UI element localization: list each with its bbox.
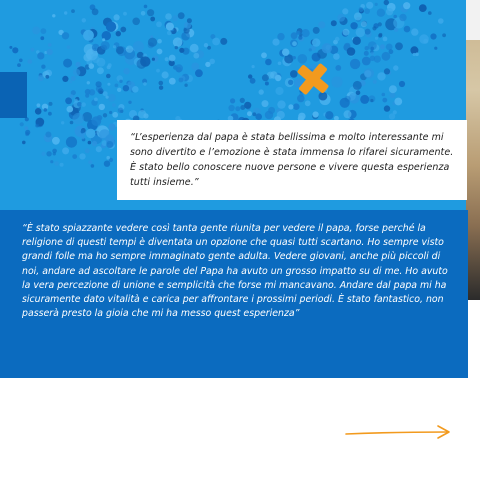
pattern-dot xyxy=(44,108,48,112)
pattern-dot xyxy=(108,94,116,102)
pattern-dot xyxy=(71,9,75,13)
pattern-dot xyxy=(364,8,370,14)
pattern-dot xyxy=(259,89,264,94)
pattern-dot xyxy=(119,80,122,83)
pattern-dot xyxy=(48,112,52,116)
pattern-dot xyxy=(399,14,406,21)
pattern-dot xyxy=(40,36,44,40)
pattern-dot xyxy=(419,34,429,44)
pattern-dot xyxy=(112,103,116,107)
pattern-dot xyxy=(89,63,95,69)
pattern-dot xyxy=(106,156,110,160)
pattern-dot xyxy=(361,21,367,27)
pattern-dot xyxy=(354,12,362,20)
pattern-dot xyxy=(79,153,85,159)
pattern-dot xyxy=(133,41,144,52)
pattern-dot xyxy=(395,42,403,50)
pattern-dot xyxy=(32,26,40,34)
pattern-dot xyxy=(393,110,397,114)
pattern-dot xyxy=(434,47,437,50)
pattern-dot xyxy=(61,121,64,124)
pattern-dot xyxy=(235,106,240,111)
pattern-dot xyxy=(360,95,369,104)
pattern-dot xyxy=(169,55,176,62)
pattern-dot xyxy=(49,102,53,106)
pattern-dot xyxy=(305,100,311,106)
pattern-dot xyxy=(113,45,116,48)
pattern-dot xyxy=(344,110,352,118)
pattern-dot xyxy=(342,8,348,14)
pattern-dot xyxy=(107,65,111,69)
pattern-dot xyxy=(89,89,95,95)
pattern-dot xyxy=(175,46,178,49)
pattern-dot xyxy=(22,141,26,145)
pattern-dot xyxy=(31,48,35,52)
pattern-dot xyxy=(187,18,192,23)
pattern-dot xyxy=(389,49,394,54)
pattern-dot xyxy=(184,84,187,87)
arrow-right-icon[interactable] xyxy=(344,424,452,440)
pattern-dot xyxy=(350,22,357,29)
pattern-dot xyxy=(169,78,176,85)
pattern-dot xyxy=(24,126,28,130)
pattern-dot xyxy=(375,37,378,40)
pattern-dot xyxy=(340,98,350,108)
pattern-dot xyxy=(386,8,393,15)
pattern-dot xyxy=(45,75,49,79)
pattern-dot xyxy=(370,99,373,102)
pattern-dot xyxy=(99,91,102,94)
pattern-dot xyxy=(103,113,107,117)
pattern-dot xyxy=(377,9,385,17)
pattern-dot xyxy=(102,38,105,41)
pattern-dot xyxy=(393,15,397,19)
pattern-dot xyxy=(60,163,64,167)
pattern-dot xyxy=(144,5,148,9)
pattern-dot xyxy=(277,33,284,40)
pattern-dot xyxy=(240,98,245,103)
pattern-dot xyxy=(109,111,112,114)
pattern-dot xyxy=(325,111,333,119)
pattern-dot xyxy=(268,107,275,114)
pattern-dot xyxy=(97,67,104,74)
quote-box-first xyxy=(117,120,467,200)
pattern-dot xyxy=(104,161,110,167)
pattern-dot xyxy=(364,51,369,56)
pattern-dot xyxy=(86,129,96,139)
pattern-dot xyxy=(415,53,419,57)
pattern-dot xyxy=(277,100,285,108)
pattern-dot xyxy=(296,31,299,34)
pattern-dot xyxy=(120,27,126,33)
pattern-dot xyxy=(52,137,60,145)
pattern-dot xyxy=(350,59,360,69)
pattern-dot xyxy=(75,62,80,67)
pattern-dot xyxy=(384,68,390,74)
pattern-dot xyxy=(430,33,436,39)
pattern-dot xyxy=(52,149,57,154)
pattern-dot xyxy=(272,39,279,46)
pattern-dot xyxy=(132,18,140,26)
pattern-dot xyxy=(343,29,350,36)
pattern-dot xyxy=(88,160,92,164)
pattern-dot xyxy=(373,80,377,84)
pattern-dot xyxy=(380,44,385,49)
pattern-dot xyxy=(91,164,95,168)
pattern-dot xyxy=(81,136,85,140)
pattern-dot xyxy=(114,14,120,20)
pattern-dot xyxy=(178,12,185,19)
pattern-dot xyxy=(150,17,155,22)
pattern-dot xyxy=(82,18,86,22)
pattern-dot xyxy=(64,11,67,14)
pattern-dot xyxy=(393,65,398,70)
pattern-dot xyxy=(337,14,345,22)
pattern-dot xyxy=(88,141,92,145)
pattern-dot xyxy=(322,43,332,53)
pattern-dot xyxy=(255,113,262,120)
pattern-dot xyxy=(377,72,385,80)
pattern-dot xyxy=(175,64,183,72)
pattern-dot xyxy=(335,37,340,42)
pattern-dot xyxy=(92,141,97,146)
pattern-dot xyxy=(92,8,99,15)
pattern-dot xyxy=(17,63,21,67)
pattern-dot xyxy=(362,57,371,66)
pattern-dot xyxy=(378,34,382,38)
pattern-dot xyxy=(370,56,375,61)
pattern-dot xyxy=(159,86,163,90)
pattern-dot xyxy=(353,37,361,45)
pattern-dot xyxy=(126,46,133,53)
pattern-dot xyxy=(252,65,255,68)
pattern-dot xyxy=(41,65,45,69)
pattern-dot xyxy=(331,20,337,26)
pattern-dot xyxy=(372,26,376,30)
pattern-dot xyxy=(112,112,118,118)
pattern-dot xyxy=(115,84,119,88)
pattern-dot xyxy=(106,141,113,148)
pattern-dot xyxy=(288,104,293,109)
pattern-dot xyxy=(309,48,312,51)
pattern-dot xyxy=(333,53,340,60)
pattern-dot xyxy=(148,38,157,47)
pattern-dot xyxy=(375,3,378,6)
pattern-dot xyxy=(156,21,162,27)
pattern-dot xyxy=(371,47,375,51)
pattern-dot xyxy=(230,98,235,103)
pattern-dot xyxy=(292,41,297,46)
pattern-dot xyxy=(128,101,131,104)
pattern-dot xyxy=(62,76,68,82)
pattern-dot xyxy=(204,43,208,47)
pattern-dot xyxy=(359,7,364,12)
pattern-dot xyxy=(193,53,199,59)
side-accent-block xyxy=(0,72,27,118)
pattern-dot xyxy=(173,37,183,47)
pattern-dot xyxy=(72,113,84,125)
pattern-dot xyxy=(37,103,41,107)
pattern-dot xyxy=(404,26,411,33)
pattern-dot xyxy=(123,68,129,74)
pattern-dot xyxy=(282,49,289,56)
pattern-dot xyxy=(179,48,184,53)
pattern-dot xyxy=(419,4,427,12)
pattern-dot xyxy=(123,12,127,16)
pattern-dot xyxy=(172,15,178,21)
pattern-dot xyxy=(106,22,116,32)
pattern-dot xyxy=(366,2,373,9)
pattern-dot xyxy=(37,52,44,59)
pattern-dot xyxy=(244,102,251,109)
quote-first-text: “L’esperienza dal papa è stata bellissima e molto interessante mi sono divertito e l’emozione è stata immensa lo rifarei sicuramente. È stato bello conoscere nuove persone e vivere questa esperienza tutti insieme.” xyxy=(130,132,454,188)
pattern-dot xyxy=(116,31,121,36)
pattern-dot xyxy=(313,27,320,34)
pattern-dot xyxy=(438,18,444,24)
pattern-dot xyxy=(54,161,59,166)
pattern-dot xyxy=(261,52,267,58)
pattern-dot xyxy=(137,59,147,69)
pattern-dot xyxy=(41,28,47,34)
pattern-dot xyxy=(83,53,91,61)
pattern-dot xyxy=(71,76,76,81)
pattern-dot xyxy=(265,82,269,86)
pattern-dot xyxy=(252,112,256,116)
pattern-dot xyxy=(302,29,310,37)
pattern-dot xyxy=(384,0,389,5)
pattern-dot xyxy=(106,74,111,79)
pattern-dot xyxy=(195,69,203,77)
pattern-dot xyxy=(364,68,374,78)
pattern-dot xyxy=(81,130,84,133)
pattern-dot xyxy=(48,43,52,47)
pattern-dot xyxy=(270,71,278,79)
pattern-dot xyxy=(293,103,300,110)
pattern-dot xyxy=(399,81,405,87)
photo-strip xyxy=(466,0,480,300)
pattern-dot xyxy=(132,86,139,93)
pattern-dot xyxy=(353,81,362,90)
pattern-dot xyxy=(66,137,77,148)
pattern-dot xyxy=(96,58,105,67)
pattern-dot xyxy=(85,148,90,153)
pattern-dot xyxy=(356,90,361,95)
pattern-dot xyxy=(165,13,172,20)
pattern-dot xyxy=(162,71,169,78)
pattern-dot xyxy=(81,102,86,107)
pattern-dot xyxy=(141,11,146,16)
photo-strip-sky xyxy=(466,0,480,40)
pattern-dot xyxy=(159,81,164,86)
pattern-dot xyxy=(382,93,386,97)
pattern-dot xyxy=(262,74,269,81)
pattern-dot xyxy=(138,110,146,118)
pattern-dot xyxy=(275,87,283,95)
pattern-dot xyxy=(63,59,72,68)
pattern-dot xyxy=(312,38,320,46)
pattern-dot xyxy=(67,45,71,49)
pattern-dot xyxy=(278,62,282,66)
pattern-dot xyxy=(442,33,446,37)
pattern-dot xyxy=(96,81,102,87)
pattern-dot xyxy=(65,97,72,104)
pattern-dot xyxy=(228,105,234,111)
pattern-dot xyxy=(99,104,105,110)
pattern-dot xyxy=(143,82,147,86)
pattern-dot xyxy=(167,31,172,36)
pattern-dot xyxy=(116,46,124,54)
pattern-dot xyxy=(347,47,356,56)
pattern-dot xyxy=(20,122,24,126)
pattern-dot xyxy=(356,28,365,37)
pattern-dot xyxy=(382,52,391,61)
pattern-dot xyxy=(335,65,341,71)
pattern-dot xyxy=(35,124,39,128)
pattern-dot xyxy=(118,108,124,114)
pattern-dot xyxy=(383,37,388,42)
pattern-dot xyxy=(382,98,387,103)
pattern-dot xyxy=(365,29,371,35)
pattern-dot xyxy=(67,106,74,113)
pattern-dot xyxy=(265,59,272,66)
pattern-dot xyxy=(52,14,55,17)
pattern-dot xyxy=(247,111,252,116)
pattern-dot xyxy=(9,46,12,49)
quote-panel-second xyxy=(0,210,468,378)
pattern-dot xyxy=(69,80,72,83)
pattern-dot xyxy=(96,146,102,152)
pattern-dot xyxy=(156,69,160,73)
pattern-dot xyxy=(293,56,296,59)
pattern-dot xyxy=(411,28,418,35)
pattern-dot xyxy=(35,108,42,115)
pattern-dot xyxy=(72,154,77,159)
pattern-dot xyxy=(19,59,23,63)
pattern-dot xyxy=(50,160,53,163)
pattern-dot xyxy=(384,105,390,111)
pattern-dot xyxy=(220,38,227,45)
pattern-dot xyxy=(318,21,325,28)
pattern-dot xyxy=(313,111,319,117)
pattern-dot xyxy=(123,85,129,91)
pattern-dot xyxy=(389,85,397,93)
pattern-dot xyxy=(91,116,101,126)
pattern-dot xyxy=(73,69,80,76)
pattern-dot xyxy=(117,88,121,92)
pattern-dot xyxy=(106,96,109,99)
pattern-dot xyxy=(157,49,163,55)
pattern-dot xyxy=(250,78,256,84)
pattern-dot xyxy=(101,41,110,50)
pattern-dot xyxy=(166,22,174,30)
pattern-dot xyxy=(85,94,89,98)
pattern-dot xyxy=(70,94,74,98)
pattern-dot xyxy=(27,59,32,64)
pattern-dot xyxy=(94,98,98,102)
pattern-dot xyxy=(83,30,94,41)
pattern-dot xyxy=(212,38,220,46)
pattern-dot xyxy=(45,132,51,138)
pattern-dot xyxy=(70,121,74,125)
pattern-dot xyxy=(41,152,45,156)
pattern-dot xyxy=(428,11,432,15)
pattern-dot xyxy=(371,52,375,56)
pattern-dot xyxy=(38,75,44,81)
pattern-dot xyxy=(77,102,82,107)
pattern-dot xyxy=(87,81,90,84)
pattern-dot xyxy=(209,59,215,65)
pattern-dot xyxy=(107,83,110,86)
pattern-dot xyxy=(147,9,154,16)
pattern-dot xyxy=(62,32,69,39)
pattern-dot xyxy=(191,63,199,71)
pattern-dot xyxy=(47,49,53,55)
pattern-dot xyxy=(262,100,269,107)
pattern-dot xyxy=(403,2,410,9)
quote-second-text: “È stato spiazzante vedere così tanta gente riunita per vedere il papa, forse perché la religione di questi tempi è diventata un opzione che quasi tutti scartano. Ho sempre visto grandi folle ma ho sempre immaginato gente adulta. Vedere giovani, anche più piccoli di noi, andare ad ascoltare le parole del Papa ha avuto un grosso impatto su di me. Ho avuto la vera percezione di unione e semplicità che forse mi mancavano. Andare dal papa mi ha sicuramente dato vitalità e carica per affrontare i prossimi periodi. È stato fantastico, non passerà presto la gioia che mi ha messo quest esperienza” xyxy=(22,223,448,320)
pattern-dot xyxy=(179,78,184,83)
pattern-dot xyxy=(46,151,51,156)
pattern-dot xyxy=(12,47,18,53)
pattern-dot xyxy=(25,130,30,135)
pattern-dot xyxy=(386,44,393,51)
pattern-dot xyxy=(108,123,115,130)
pattern-dot xyxy=(62,147,69,154)
pattern-dot xyxy=(152,58,155,61)
pattern-dot xyxy=(157,39,162,44)
pattern-dot xyxy=(394,98,402,106)
pattern-dot xyxy=(165,57,169,61)
